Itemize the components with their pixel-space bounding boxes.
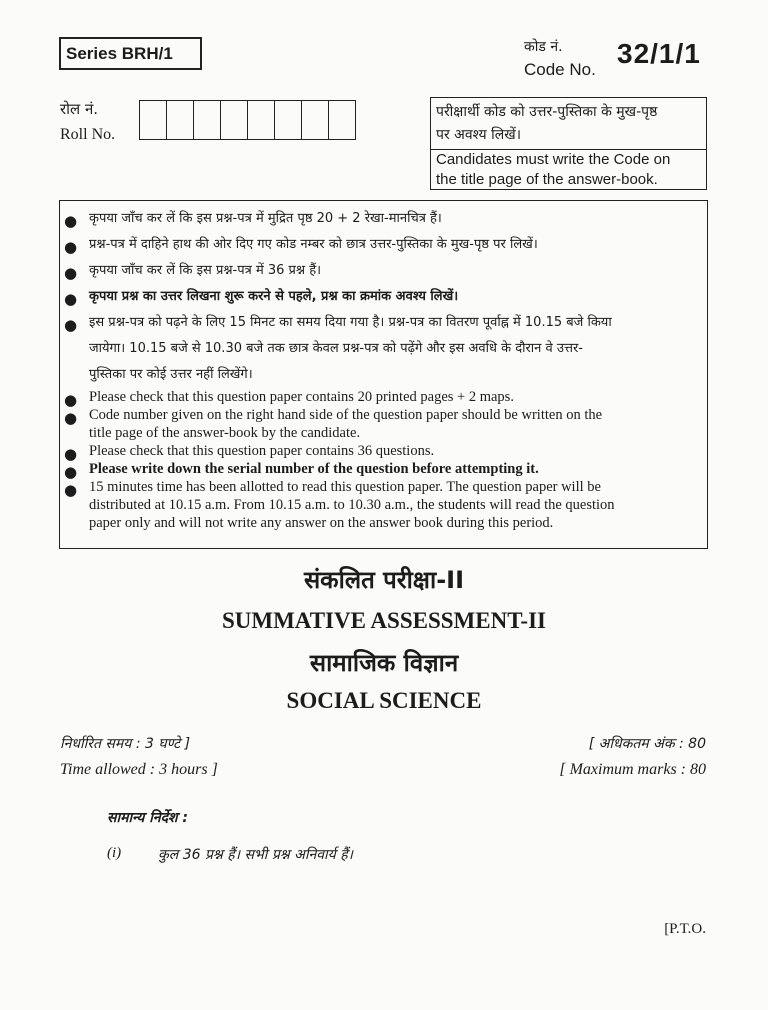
subject-title-hindi: सामाजिक विज्ञान xyxy=(309,649,459,677)
instruction-hindi-4: कृपया प्रश्न का उत्तर लिखना शुरू करने से पहले, प्रश्न का क्रमांक अवश्य लिखें। xyxy=(89,289,459,304)
bullet-icon: ● xyxy=(64,290,78,308)
instruction-english-2a: Code number given on the right hand side of the question paper should be written on the xyxy=(89,407,603,423)
instruction-english-1: Please check that this question paper contains 20 printed pages + 2 maps. xyxy=(89,389,514,405)
instruction-english-5c: paper only and will not write any answer on the answer book during this period. xyxy=(89,515,554,531)
instruction-english-5a: 15 minutes time has been allotted to read this question paper. The question paper will be xyxy=(89,479,601,495)
maximum-marks: [ Maximum marks : 80 xyxy=(559,761,706,778)
general-instruction-text: कुल 36 प्रश्न हैं। सभी प्रश्न अनिवार्य हैं। xyxy=(158,847,353,863)
instruction-english-5b: distributed at 10.15 a.m. From 10.15 a.m. to 10.30 a.m., the students will read the question xyxy=(89,497,615,513)
roll-number-cell[interactable] xyxy=(275,101,302,139)
candidate-text-english-1: Candidates must write the Code on xyxy=(436,151,671,168)
roll-number-cell[interactable] xyxy=(140,101,167,139)
candidate-text-hindi-2: पर अवश्य लिखें। xyxy=(436,127,522,143)
instructions-box xyxy=(59,200,708,549)
candidate-instruction-box xyxy=(430,97,707,190)
instruction-english-3: Please check that this question paper contains 36 questions. xyxy=(89,443,435,459)
bullet-icon: ● xyxy=(64,391,78,409)
series-label: Series BRH/1 xyxy=(59,37,202,70)
candidate-text-hindi-1: परीक्षार्थी कोड को उत्तर-पुस्तिका के मुख-पृष्ठ xyxy=(436,104,658,120)
roll-number-cell[interactable] xyxy=(194,101,221,139)
general-instructions-heading: सामान्य निर्देश : xyxy=(107,810,189,826)
instruction-hindi-5a: इस प्रश्न-पत्र को पढ़ने के लिए 15 मिनट का समय दिया गया है। प्रश्न-पत्र का वितरण पूर्वाह्न में 10.15 बजे किया xyxy=(89,315,612,330)
bullet-icon: ● xyxy=(64,264,78,282)
time-allowed-hindi: निर्धारित समय : 3 घण्टे ] xyxy=(60,736,191,752)
bullet-icon: ● xyxy=(64,316,78,334)
instruction-hindi-2: प्रश्न-पत्र में दाहिने हाथ की ओर दिए गए कोड नम्बर को छात्र उत्तर-पुस्तिका के मुख-पृष्ठ पर लिखें। xyxy=(89,237,538,252)
exam-title-hindi: संकलित परीक्षा-II xyxy=(303,566,465,594)
roll-number-cell[interactable] xyxy=(248,101,275,139)
please-turn-over: [P.T.O. xyxy=(664,921,706,937)
code-label-hindi: कोड नं. xyxy=(524,39,563,55)
roll-number-cell[interactable] xyxy=(221,101,248,139)
time-allowed: Time allowed : 3 hours ] xyxy=(60,761,218,778)
instruction-english-2b: title page of the answer-book by the candidate. xyxy=(89,425,361,441)
subject-title: SOCIAL SCIENCE xyxy=(286,688,482,713)
bullet-icon: ● xyxy=(64,445,78,463)
instruction-hindi-3: कृपया जाँच कर लें कि इस प्रश्न-पत्र में 36 प्रश्न हैं। xyxy=(89,263,322,278)
bullet-icon: ● xyxy=(64,409,78,427)
bullet-icon: ● xyxy=(64,212,78,230)
instruction-hindi-5b: जायेगा। 10.15 बजे से 10.30 बजे तक छात्र केवल प्रश्न-पत्र को पढ़ेंगे और इस अवधि के दौरान वे उत्तर- xyxy=(89,341,583,356)
roll-number-boxes[interactable] xyxy=(139,100,356,140)
instruction-hindi-1: कृपया जाँच कर लें कि इस प्रश्न-पत्र में मुद्रित पृष्ठ 20 + 2 रेखा-मानचित्र हैं। xyxy=(89,211,442,226)
exam-title: SUMMATIVE ASSESSMENT-II xyxy=(221,608,546,633)
candidate-text-english-2: the title page of the answer-book. xyxy=(436,171,658,188)
roll-label: Roll No. xyxy=(60,126,116,143)
maximum-marks-hindi: [ अधिकतम अंक : 80 xyxy=(588,736,706,752)
roll-label-hindi: रोल नं. xyxy=(60,100,99,118)
roll-number-cell[interactable] xyxy=(302,101,329,139)
code-number: 32/1/1 xyxy=(617,38,701,69)
bullet-icon: ● xyxy=(64,481,78,499)
bullet-icon: ● xyxy=(64,238,78,256)
general-instruction-number: (i) xyxy=(107,845,122,861)
roll-number-cell[interactable] xyxy=(167,101,194,139)
bullet-icon: ● xyxy=(64,463,78,481)
instruction-hindi-5c: पुस्तिका पर कोई उत्तर नहीं लिखेंगे। xyxy=(89,367,253,382)
instruction-english-4: Please write down the serial number of the question before attempting it. xyxy=(89,461,539,477)
roll-number-cell[interactable] xyxy=(329,101,356,139)
code-label: Code No. xyxy=(524,60,596,79)
